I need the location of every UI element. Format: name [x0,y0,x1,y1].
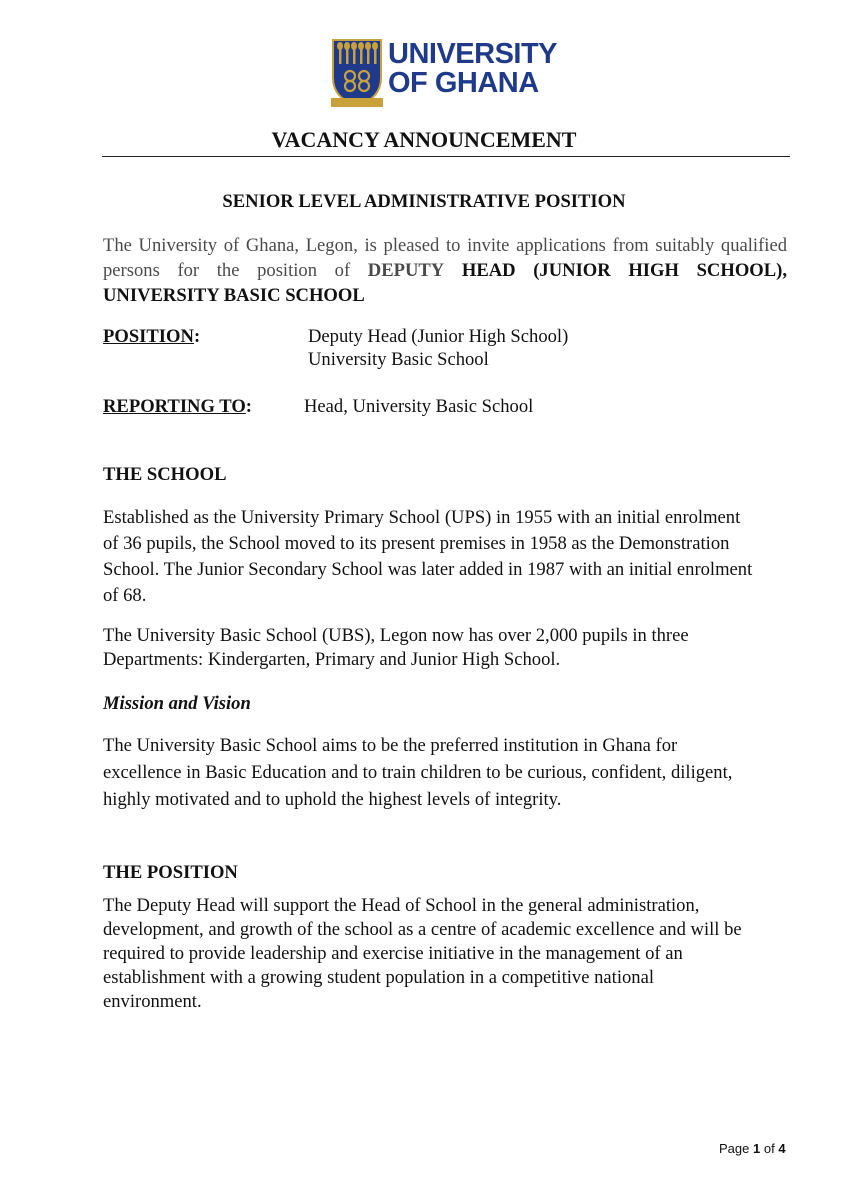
mission-line-3: highly motivated and to uphold the highest levels of integrity. [103,789,562,810]
intro-text: The University of Ghana, Legon, is pleased to invite applications from suitably qualified persons for the position of [103,235,787,281]
position-para-line-5: environment. [103,991,202,1012]
school-heading: THE SCHOOL [103,464,227,485]
position-para-line-4: establishment with a growing student population in a competitive national [103,967,654,988]
intro-bold-head: HEAD (JUNIOR HIGH SCHOOL), [461,260,787,281]
position-line-1: Deputy Head (Junior High School) [308,326,569,347]
mission-line-2: excellence in Basic Education and to train children to be curious, confident, diligent, [103,762,733,783]
reporting-label: REPORTING TO [103,396,246,417]
school-para1-line-2: of 36 pupils, the School moved to its present premises in 1958 as the Demonstration [103,533,730,554]
mission-heading: Mission and Vision [103,693,251,714]
position-label: POSITION [103,326,194,347]
page-prefix: Page [719,1141,750,1156]
school-para2-line-1: The University Basic School (UBS), Legon now has over 2,000 pupils in three [103,625,689,646]
position-line-2: University Basic School [308,349,489,370]
school-para2-line-2: Departments: Kindergarten, Primary and Junior High School. [103,649,561,670]
intro-paragraph [103,233,787,308]
page-of: of [763,1141,775,1156]
position-para-line-1: The Deputy Head will support the Head of School in the general administration, [103,895,700,916]
position-label-row: POSITION: [103,326,201,347]
page-total: 4 [778,1141,786,1156]
reporting-label-row: REPORTING TO: [103,396,252,417]
mission-line-1: The University Basic School aims to be the preferred institution in Ghana for [103,735,678,756]
subtitle: SENIOR LEVEL ADMINISTRATIVE POSITION [222,191,626,212]
intro-bold-ubs: UNIVERSITY BASIC SCHOOL [103,285,365,306]
university-logo [331,38,563,112]
title-divider [102,156,790,157]
page-current: 1 [753,1141,761,1156]
position-para-line-2: development, and growth of the school as a centre of academic excellence and will be [103,919,742,940]
logo-text-of-ghana: OF GHANA [388,67,539,99]
position-section-heading: THE POSITION [103,862,238,883]
page-title: VACANCY ANNOUNCEMENT [271,127,577,152]
reporting-value: Head, University Basic School [304,396,534,417]
intro-bold-deputy: DEPUTY [367,260,445,281]
logo-text-university: UNIVERSITY [388,38,558,70]
school-para1-line-4: of 68. [103,585,147,606]
school-para1-line-1: Established as the University Primary School (UPS) in 1955 with an initial enrolment [103,507,741,528]
school-para1-line-3: School. The Junior Secondary School was later added in 1987 with an initial enrolment [103,559,753,580]
crest-icon [331,38,383,112]
position-para-line-3: required to provide leadership and exercise initiative in the management of an [103,943,683,964]
page-number [719,1141,786,1156]
